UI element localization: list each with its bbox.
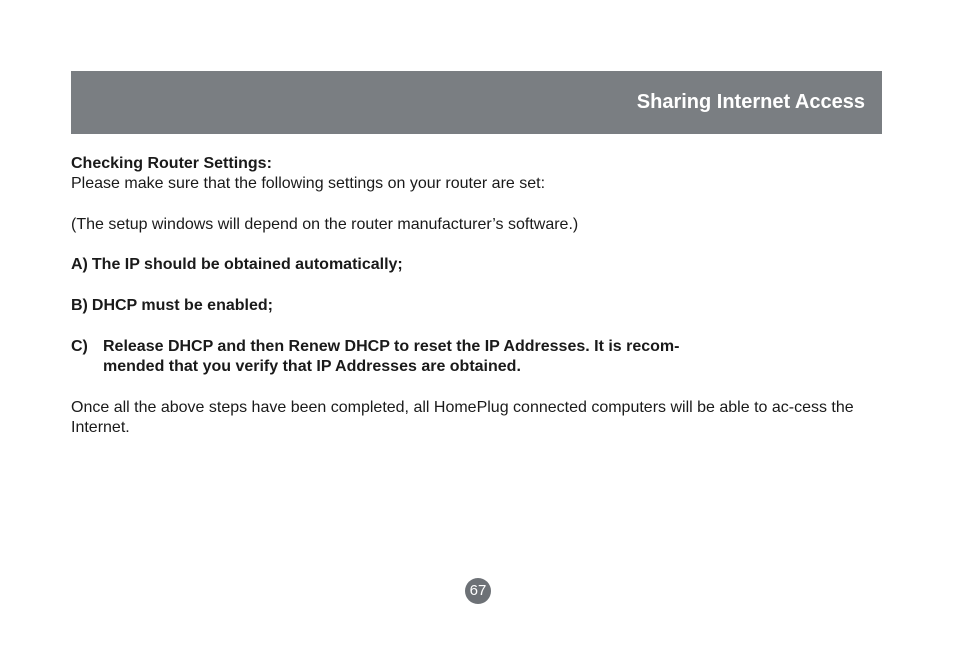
conclusion-text: Once all the above steps have been completed, all HomePlug connected computers will be able to ac-cess the Internet.: [71, 398, 854, 436]
note-text: (The setup windows will depend on the router manufacturer’s software.): [71, 215, 579, 233]
intro-text: Please make sure that the following settings on your router are set:: [71, 175, 546, 193]
step-letter: B): [71, 297, 88, 315]
page-content: [71, 154, 861, 438]
spacer: [71, 276, 861, 296]
step-c: [71, 337, 861, 378]
step-text: The IP should be obtained automatically;: [91, 256, 403, 274]
step-letter: A): [71, 256, 88, 274]
step-text: Release DHCP and then Renew DHCP to reset the IP Addresses. It is recom-mended that you verify that IP Addresses are obtained.: [103, 337, 680, 375]
spacer: [71, 235, 861, 255]
step-b: [71, 296, 861, 316]
page-number-badge: 67: [465, 578, 491, 604]
spacer: [71, 316, 861, 336]
section-heading: Checking Router Settings:: [71, 155, 272, 172]
spacer: [71, 195, 861, 215]
step-text: DHCP must be enabled;: [91, 297, 273, 315]
page-title: Sharing Internet Access: [636, 91, 865, 113]
step-a: [71, 255, 861, 275]
step-letter: C): [71, 337, 88, 355]
header-bar: [71, 71, 882, 134]
spacer: [71, 377, 861, 397]
